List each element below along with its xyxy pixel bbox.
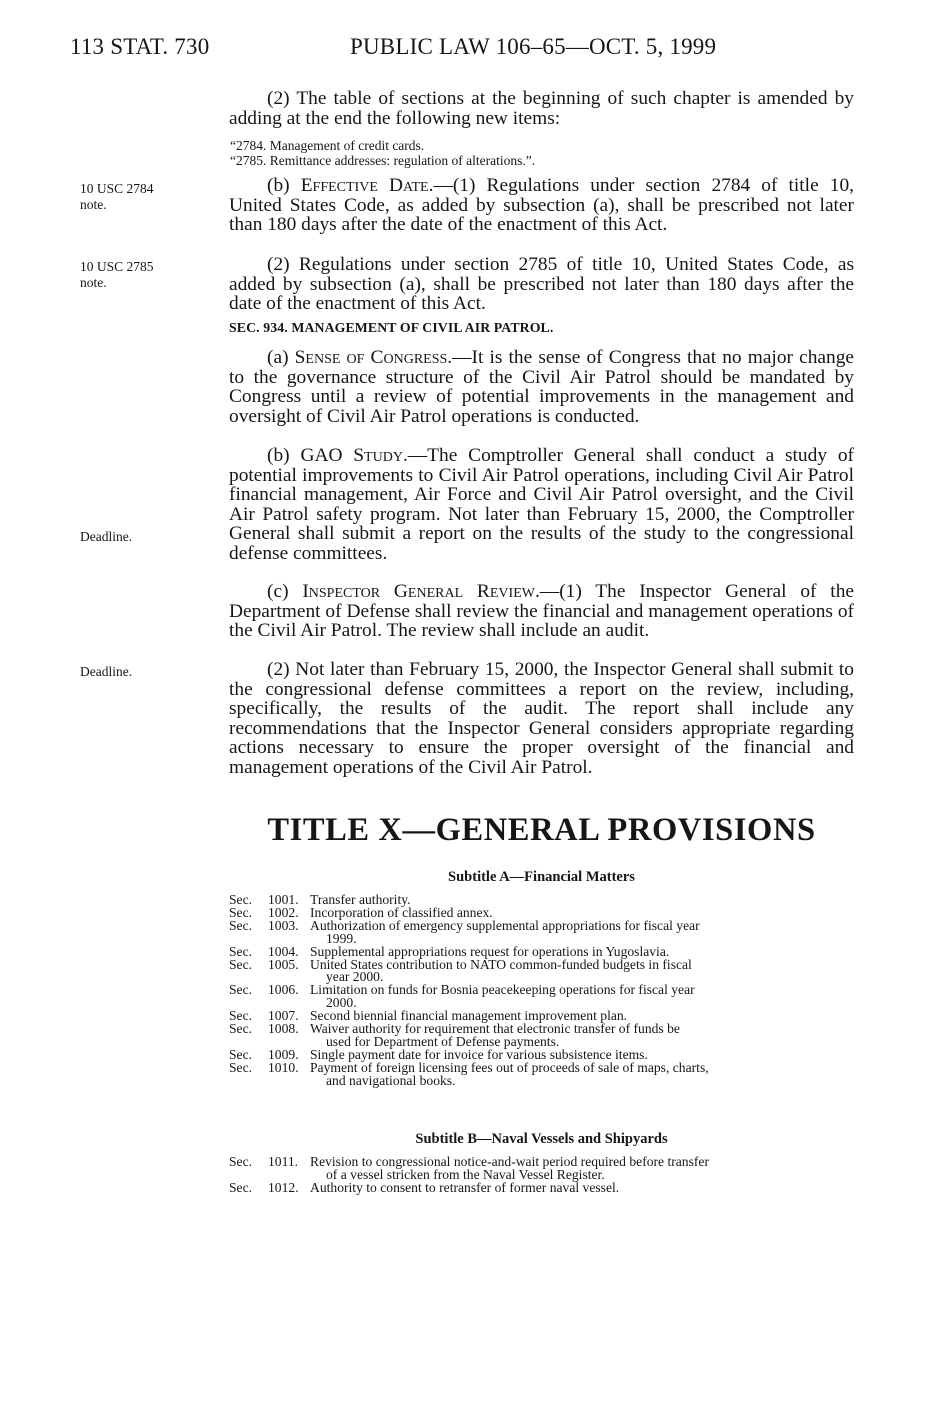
effective-date-paragraph: (b) Effective Date.—(1) Regulations under section 2784 of title 10, United States Code, as added by subsection (a), shall be prescribed not later than 180 days after the date of the enactment of this Act. (229, 175, 854, 236)
toc-section-number: 1007. (268, 1008, 299, 1024)
toc-title-line: Limitation on funds for Bosnia peacekeeping operations for fiscal year (310, 982, 695, 998)
toc-title-line: used for Department of Defense payments. (326, 1033, 560, 1049)
toc-section-number: 1003. (268, 917, 299, 933)
toc-title-line: 2000. (326, 995, 357, 1011)
sense-of-congress-heading: Sense of Congress (294, 347, 448, 368)
subtitle-a-table-of-contents (229, 894, 854, 1088)
effective-date-heading: Effective Date (300, 175, 429, 196)
toc-section-title (310, 1156, 854, 1182)
toc-title-line: Payment of foreign licensing fees out of proceeds of sale of maps, charts, (310, 1059, 709, 1075)
toc-sec-label: Sec. (229, 892, 253, 907)
section-934-heading: SEC. 934. MANAGEMENT OF CIVIL AIR PATROL. (229, 320, 554, 335)
toc-entry (229, 1059, 854, 1088)
toc-entry (229, 1179, 854, 1195)
inspector-general-review-heading: Inspector General Review (302, 581, 535, 602)
toc-title-line: Single payment date for invoice for various subsistence items. (310, 1046, 648, 1062)
new-section-items (229, 138, 855, 168)
subtitle-a-heading: Subtitle A—Financial Matters (448, 869, 635, 885)
toc-section-title (310, 1059, 854, 1088)
toc-sec-label: Sec. (229, 904, 253, 920)
toc-sec-label: Sec. (229, 1179, 253, 1195)
regulations-2785-paragraph: (2) Regulations under section 2785 of title 10, United States Code, as added by subsection (a), shall be prescribed not later than 180 days after the date of the enactment of this Act. (229, 254, 854, 315)
subtitle-b-table-of-contents (229, 1156, 854, 1195)
inspector-general-report-paragraph: (2) Not later than February 15, 2000, the Inspector General shall submit to the congressional defense committees a report on the review, including, specifically, the results of the audit. The report shall include any recommendations that the Inspector General considers appropriate regarding actions necessary to ensure the proper oversight of the financial and management operations of the Civil Air Patrol. (229, 659, 854, 778)
margin-note-usc-2785: 10 USC 2785 note. (80, 259, 154, 290)
toc-section-number: 1002. (268, 904, 299, 920)
toc-title-line: United States contribution to NATO common-funded budgets in fiscal (310, 956, 692, 972)
toc-entry (229, 984, 854, 1010)
toc-sec-label: Sec. (229, 1154, 253, 1169)
gao-study-paragraph: (b) GAO Study.—The Comptroller General shall conduct a study of potential improvements to Civil Air Patrol operations, including Civil Air Patrol financial management, Air Force and Civil Air Patrol oversight, and the Civil Air Patrol safety program. Not later than February 15, 2000, the Comptroller General shall submit a report on the results of the study to the congressional defense committees. (229, 445, 854, 564)
toc-sec-label: Sec. (229, 1059, 253, 1075)
title-heading: TITLE X—GENERAL PROVISIONS (267, 812, 816, 848)
toc-title-line: Waiver authority for requirement that electronic transfer of funds be (310, 1021, 680, 1037)
toc-section-number: 1006. (268, 982, 299, 998)
toc-section-number: 1001. (268, 892, 299, 907)
inspector-general-review-paragraph: (c) Inspector General Review.—(1) The Inspector General of the Department of Defense shall review the financial and management operations of the Civil Air Patrol. The review shall include an audit. (229, 581, 854, 642)
toc-sec-label: Sec. (229, 1021, 253, 1037)
toc-section-number: 1008. (268, 1021, 299, 1037)
toc-sec-label: Sec. (229, 917, 253, 933)
gao-study-heading: GAO Study (300, 445, 403, 466)
toc-title-line: of a vessel stricken from the Naval Vessel Register. (326, 1166, 605, 1182)
toc-title-line: Authorization of emergency supplemental appropriations for fiscal year (310, 917, 700, 933)
public-law-reference: PUBLIC LAW 106–65—OCT. 5, 1999 (350, 34, 717, 59)
margin-note-usc-2784: 10 USC 2784 note. (80, 181, 154, 212)
toc-section-number: 1005. (268, 956, 299, 972)
toc-section-title (310, 1023, 854, 1049)
toc-entry (229, 1156, 854, 1182)
new-item-2785: “2785. Remittance addresses: regulation of alterations.”. (230, 153, 536, 168)
stat-page-reference: 113 STAT. 730 (70, 34, 210, 59)
toc-section-title (310, 984, 854, 1010)
sense-of-congress-paragraph: (a) Sense of Congress.—It is the sense of Congress that no major change to the governance structure of the Civil Air Patrol should be mandated by Congress until a review of potential improvements in the management and oversight of Civil Air Patrol operations is conducted. (229, 347, 854, 427)
toc-title-line: Transfer authority. (310, 892, 411, 907)
toc-entry (229, 917, 854, 946)
toc-section-number: 1010. (268, 1059, 299, 1075)
toc-section-number: 1004. (268, 943, 299, 959)
toc-title-line: Second biennial financial management improvement plan. (310, 1008, 628, 1024)
toc-section-title (310, 956, 854, 985)
toc-title-line: Incorporation of classified annex. (310, 904, 493, 920)
margin-note-deadline: Deadline. (80, 664, 133, 679)
toc-title-line: Supplemental appropriations request for operations in Yugoslavia. (310, 943, 670, 959)
toc-title-line: Authority to consent to retransfer of former naval vessel. (310, 1179, 620, 1195)
margin-note-deadline: Deadline. (80, 529, 133, 544)
subtitle-b-heading: Subtitle B—Naval Vessels and Shipyards (415, 1131, 668, 1147)
toc-section-number: 1012. (268, 1179, 299, 1195)
toc-title-line: Revision to congressional notice-and-wait period required before transfer (310, 1154, 709, 1169)
toc-sec-label: Sec. (229, 956, 253, 972)
toc-sec-label: Sec. (229, 982, 253, 998)
toc-sec-label: Sec. (229, 1046, 253, 1062)
toc-sec-label: Sec. (229, 943, 253, 959)
toc-title-line: and navigational books. (326, 1072, 456, 1088)
toc-sec-label: Sec. (229, 1008, 253, 1024)
toc-section-number: 1011. (268, 1154, 299, 1169)
toc-entry (229, 956, 854, 985)
table-amendment-paragraph: (2) The table of sections at the beginning of such chapter is amended by adding at the end the following new items: (229, 88, 854, 129)
toc-title-line: 1999. (326, 930, 357, 946)
new-item-2784: “2784. Management of credit cards. (230, 138, 425, 153)
toc-section-title (310, 917, 854, 946)
toc-section-title (310, 1179, 854, 1195)
toc-section-number: 1009. (268, 1046, 299, 1062)
toc-entry (229, 1023, 854, 1049)
toc-title-line: year 2000. (326, 969, 384, 985)
